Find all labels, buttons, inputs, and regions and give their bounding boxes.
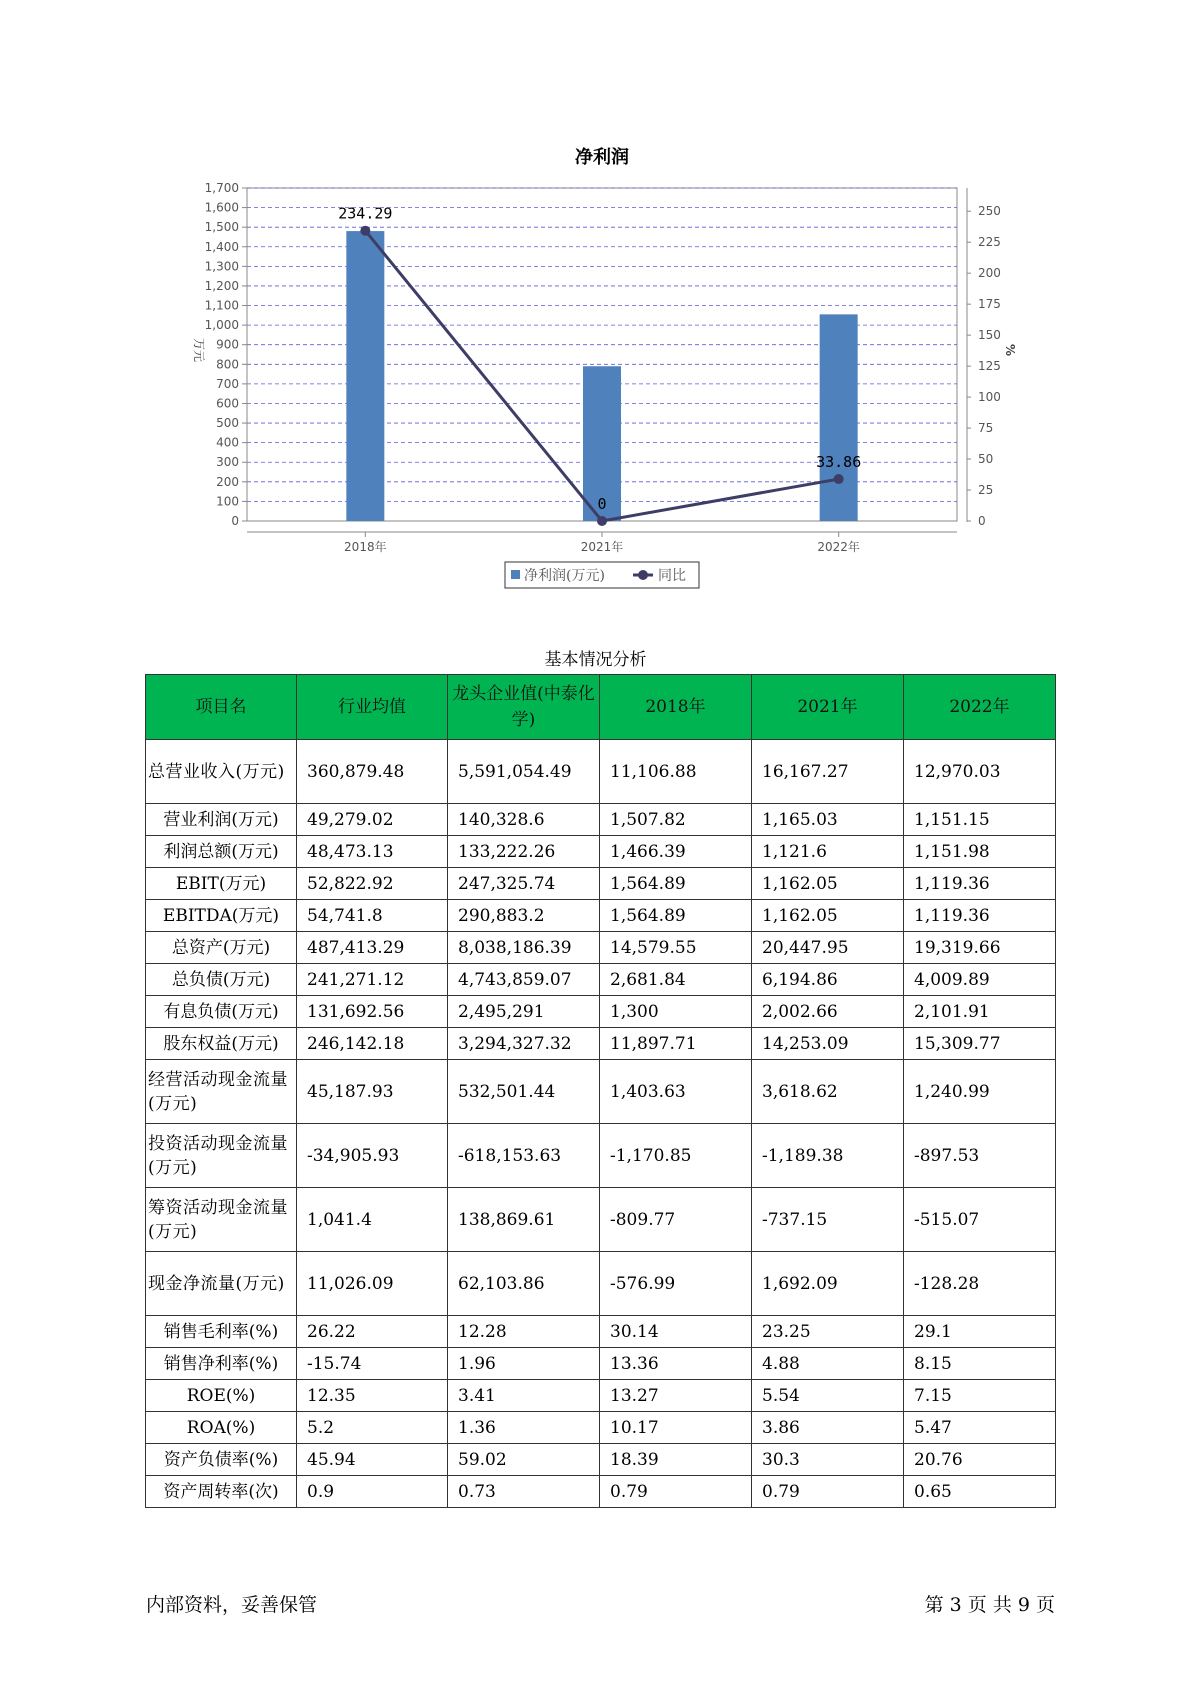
table-cell: 10.17 (600, 1412, 752, 1444)
table-cell: 19,319.66 (904, 932, 1056, 964)
left-tick-label: 500 (216, 416, 239, 431)
table-header-row (146, 675, 1056, 740)
row-label: ROE(%) (146, 1380, 297, 1412)
table-cell: -809.77 (600, 1188, 752, 1252)
table-cell: 3,618.62 (752, 1060, 904, 1124)
table-cell: 246,142.18 (297, 1028, 448, 1060)
table-cell: 360,879.48 (297, 740, 448, 804)
row-label: 股东权益(万元) (146, 1028, 297, 1060)
table-cell: 62,103.86 (448, 1252, 600, 1316)
table-cell: -1,170.85 (600, 1124, 752, 1188)
table-cell: 1.96 (448, 1348, 600, 1380)
table-cell: 0.73 (448, 1476, 600, 1508)
chart-canvas (0, 0, 1191, 600)
analysis-table (145, 674, 1056, 1508)
table-cell: 1.36 (448, 1412, 600, 1444)
left-tick-label: 100 (216, 494, 239, 509)
left-tick-label: 1,300 (204, 259, 239, 274)
row-label: 总资产(万元) (146, 932, 297, 964)
table-cell: 11,897.71 (600, 1028, 752, 1060)
header-item-name: 项目名 (146, 675, 297, 740)
legend-line-marker (638, 570, 648, 580)
table-row (146, 740, 1056, 804)
right-tick-label: 175 (978, 297, 1001, 312)
right-tick-label: 25 (978, 483, 994, 498)
table-cell: 487,413.29 (297, 932, 448, 964)
table-cell: 133,222.26 (448, 836, 600, 868)
table-cell: 1,692.09 (752, 1252, 904, 1316)
row-label: EBITDA(万元) (146, 900, 297, 932)
right-tick-label: 0 (978, 514, 986, 528)
row-label: ROA(%) (146, 1412, 297, 1444)
table-row (146, 900, 1056, 932)
left-tick-label: 1,700 (204, 181, 239, 195)
right-tick-label: 75 (978, 421, 994, 436)
table-cell: 138,869.61 (448, 1188, 600, 1252)
table-row (146, 1348, 1056, 1380)
table-cell: 1,507.82 (600, 804, 752, 836)
table-cell: -618,153.63 (448, 1124, 600, 1188)
row-label: 资产周转率(次) (146, 1476, 297, 1508)
left-tick-label: 200 (216, 474, 239, 489)
table-row (146, 836, 1056, 868)
row-label: 总营业收入(万元) (146, 740, 297, 804)
table-cell: 1,162.05 (752, 900, 904, 932)
table-cell: 6,194.86 (752, 964, 904, 996)
table-cell: 59.02 (448, 1444, 600, 1476)
left-tick-label: 800 (216, 357, 239, 372)
table-row (146, 1060, 1056, 1124)
yoy-data-label: 234.29 (338, 204, 393, 223)
table-cell: 532,501.44 (448, 1060, 600, 1124)
table-cell: 1,165.03 (752, 804, 904, 836)
left-axis-title: 万元 (192, 337, 206, 363)
left-tick-label: 1,600 (204, 200, 239, 215)
table-cell: -34,905.93 (297, 1124, 448, 1188)
table-row (146, 1028, 1056, 1060)
table-cell: 131,692.56 (297, 996, 448, 1028)
table-cell: 3.41 (448, 1380, 600, 1412)
table-cell: -15.74 (297, 1348, 448, 1380)
table-row (146, 996, 1056, 1028)
table-cell: 1,151.98 (904, 836, 1056, 868)
table-cell: 45,187.93 (297, 1060, 448, 1124)
footer-confidential: 内部资料，妥善保管 (146, 1594, 318, 1616)
yoy-point (834, 474, 844, 484)
table-cell: 5.47 (904, 1412, 1056, 1444)
table-cell: 1,240.99 (904, 1060, 1056, 1124)
table-cell: 11,026.09 (297, 1252, 448, 1316)
table-row (146, 1316, 1056, 1348)
table-cell: 3,294,327.32 (448, 1028, 600, 1060)
table-cell: 30.3 (752, 1444, 904, 1476)
left-tick-label: 300 (216, 455, 239, 470)
table-cell: -515.07 (904, 1188, 1056, 1252)
table-row (146, 1412, 1056, 1444)
table-cell: 5,591,054.49 (448, 740, 600, 804)
yoy-point (597, 516, 607, 526)
table-cell: 4,009.89 (904, 964, 1056, 996)
row-label: 营业利润(万元) (146, 804, 297, 836)
x-tick-label: 2018年 (344, 540, 387, 554)
table-cell: 1,300 (600, 996, 752, 1028)
table-cell: 3.86 (752, 1412, 904, 1444)
table-title: 基本情况分析 (544, 650, 647, 670)
table-cell: 1,119.36 (904, 868, 1056, 900)
table-cell: 7.15 (904, 1380, 1056, 1412)
net-profit-chart (0, 0, 1191, 600)
table-cell: 4.88 (752, 1348, 904, 1380)
table-cell: 49,279.02 (297, 804, 448, 836)
table-cell: 26.22 (297, 1316, 448, 1348)
table-cell: 15,309.77 (904, 1028, 1056, 1060)
table-cell: 241,271.12 (297, 964, 448, 996)
table-cell: 20.76 (904, 1444, 1056, 1476)
table-cell: 16,167.27 (752, 740, 904, 804)
table-row (146, 1252, 1056, 1316)
table-cell: 0.79 (600, 1476, 752, 1508)
table-cell: -897.53 (904, 1124, 1056, 1188)
table-cell: 18.39 (600, 1444, 752, 1476)
table-row (146, 964, 1056, 996)
row-label: 销售毛利率(%) (146, 1316, 297, 1348)
table-cell: 11,106.88 (600, 740, 752, 804)
table-cell: 247,325.74 (448, 868, 600, 900)
table-cell: 5.54 (752, 1380, 904, 1412)
x-tick-label: 2022年 (817, 540, 860, 554)
table-cell: 48,473.13 (297, 836, 448, 868)
table-row (146, 1444, 1056, 1476)
row-label: 销售净利率(%) (146, 1348, 297, 1380)
header-2018: 2018年 (600, 675, 752, 740)
table-cell: -128.28 (904, 1252, 1056, 1316)
table-cell: 0.79 (752, 1476, 904, 1508)
table-cell: 290,883.2 (448, 900, 600, 932)
table-cell: 1,564.89 (600, 868, 752, 900)
row-label: 利润总额(万元) (146, 836, 297, 868)
left-tick-label: 1,100 (204, 298, 239, 313)
right-tick-label: 150 (978, 328, 1001, 343)
table-cell: 8.15 (904, 1348, 1056, 1380)
header-industry-avg: 行业均值 (297, 675, 448, 740)
left-tick-label: 1,000 (204, 318, 239, 333)
row-label: 总负债(万元) (146, 964, 297, 996)
table-cell: 12,970.03 (904, 740, 1056, 804)
table-cell: 54,741.8 (297, 900, 448, 932)
row-label: 经营活动现金流量(万元) (146, 1060, 297, 1124)
table-cell: -1,189.38 (752, 1124, 904, 1188)
table-cell: 1,466.39 (600, 836, 752, 868)
right-tick-label: 250 (978, 204, 1001, 219)
table-cell: 13.27 (600, 1380, 752, 1412)
table-cell: 140,328.6 (448, 804, 600, 836)
right-axis-title: % (1003, 343, 1017, 357)
right-tick-label: 225 (978, 235, 1001, 250)
table-cell: 12.28 (448, 1316, 600, 1348)
left-tick-label: 1,500 (204, 220, 239, 235)
left-tick-label: 900 (216, 337, 239, 352)
left-tick-label: 700 (216, 376, 239, 391)
table-cell: 52,822.92 (297, 868, 448, 900)
table-row (146, 868, 1056, 900)
header-leader-value: 龙头企业值(中泰化学) (448, 675, 600, 740)
table-row (146, 1380, 1056, 1412)
right-tick-label: 50 (978, 452, 994, 467)
legend-bar-label: 净利润(万元) (524, 568, 605, 584)
row-label: 有息负债(万元) (146, 996, 297, 1028)
table-cell: 2,101.91 (904, 996, 1056, 1028)
left-tick-label: 1,400 (204, 239, 239, 254)
table-cell: 1,119.36 (904, 900, 1056, 932)
x-tick-label: 2021年 (580, 540, 624, 554)
table-cell: -576.99 (600, 1252, 752, 1316)
yoy-data-label: 33.86 (816, 453, 862, 472)
chart-title: 净利润 (575, 147, 629, 168)
left-tick-label: 1,200 (204, 278, 239, 293)
table-cell: 4,743,859.07 (448, 964, 600, 996)
table-cell: 23.25 (752, 1316, 904, 1348)
table-cell: 1,403.63 (600, 1060, 752, 1124)
row-label: 筹资活动现金流量(万元) (146, 1188, 297, 1252)
table-cell: 13.36 (600, 1348, 752, 1380)
table-cell: 2,681.84 (600, 964, 752, 996)
table-cell: 12.35 (297, 1380, 448, 1412)
table-row (146, 1476, 1056, 1508)
row-label: 资产负债率(%) (146, 1444, 297, 1476)
bar-2018-2022 (346, 231, 384, 521)
table-cell: 30.14 (600, 1316, 752, 1348)
table-cell: 1,151.15 (904, 804, 1056, 836)
table-cell: 14,253.09 (752, 1028, 904, 1060)
bar-2018-2022 (820, 314, 858, 521)
legend-bar-swatch (511, 570, 520, 579)
table-body (146, 740, 1056, 1508)
table-cell: 20,447.95 (752, 932, 904, 964)
right-tick-label: 125 (978, 359, 1001, 374)
table-cell: 1,121.6 (752, 836, 904, 868)
header-2021: 2021年 (752, 675, 904, 740)
yoy-data-label: 0 (597, 495, 607, 513)
table-cell: 0.65 (904, 1476, 1056, 1508)
left-tick-label: 400 (216, 435, 239, 450)
table-cell: 45.94 (297, 1444, 448, 1476)
left-tick-label: 0 (231, 514, 239, 528)
table-cell: 14,579.55 (600, 932, 752, 964)
table-cell: 1,564.89 (600, 900, 752, 932)
table-cell: 1,041.4 (297, 1188, 448, 1252)
table-row (146, 932, 1056, 964)
table-cell: 2,495,291 (448, 996, 600, 1028)
right-tick-label: 200 (978, 266, 1001, 281)
header-2022: 2022年 (904, 675, 1056, 740)
footer-page-number: 第 3 页 共 9 页 (924, 1594, 1055, 1616)
left-tick-label: 600 (216, 396, 239, 411)
row-label: EBIT(万元) (146, 868, 297, 900)
row-label: 投资活动现金流量(万元) (146, 1124, 297, 1188)
table-row (146, 1188, 1056, 1252)
table-cell: 2,002.66 (752, 996, 904, 1028)
table-row (146, 804, 1056, 836)
right-tick-label: 100 (978, 390, 1001, 405)
table-cell: 0.9 (297, 1476, 448, 1508)
table-row (146, 1124, 1056, 1188)
table-cell: 1,162.05 (752, 868, 904, 900)
table-cell: 8,038,186.39 (448, 932, 600, 964)
table-cell: -737.15 (752, 1188, 904, 1252)
table-cell: 29.1 (904, 1316, 1056, 1348)
legend-line-label: 同比 (658, 568, 686, 584)
table-cell: 5.2 (297, 1412, 448, 1444)
yoy-point (360, 226, 370, 236)
row-label: 现金净流量(万元) (146, 1252, 297, 1316)
